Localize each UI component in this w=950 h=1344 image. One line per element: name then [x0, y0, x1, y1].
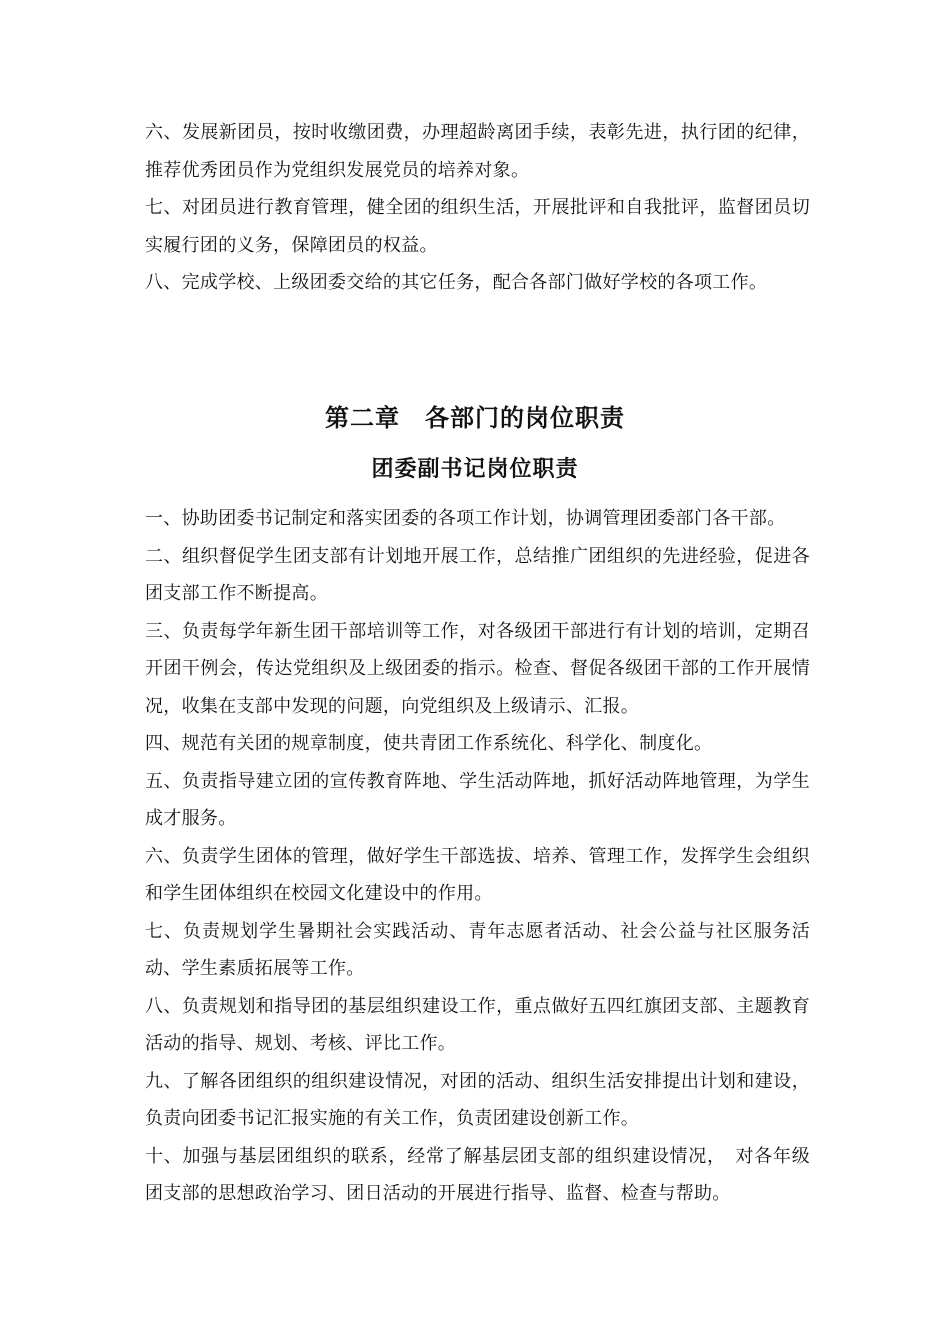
- list-item: 六、发展新团员，按时收缴团费，办理超龄离团手续，表彰先进，执行团的纪律，推荐优秀团员作为党组织发展党员的培养对象。: [145, 122, 810, 181]
- list-item: 一、协助团委书记制定和落实团委的各项工作计划，协调管理团委部门各干部。: [145, 508, 786, 529]
- list-item: 四、规范有关团的规章制度，使共青团工作系统化、科学化、制度化。: [145, 733, 713, 754]
- list-item: 十、加强与基层团组织的联系，经常了解基层团支部的组织建设情况， 对各年级团支部的思想政治学习、团日活动的开展进行指导、监督、检查与帮助。: [145, 1145, 810, 1204]
- list-item: 五、负责指导建立团的宣传教育阵地、学生活动阵地，抓好活动阵地管理，为学生成才服务。: [145, 770, 810, 829]
- list-item: 八、负责规划和指导团的基层组织建设工作，重点做好五四红旗团支部、主题教育活动的指导、规划、考核、评比工作。: [145, 995, 810, 1054]
- list-item: 三、负责每学年新生团干部培训等工作，对各级团干部进行有计划的培训，定期召开团干例会，传达党组织及上级团委的指示。检查、督促各级团干部的工作开展情况，收集在支部中发现的问题，向党组织及上级请示、汇报。: [145, 620, 810, 717]
- list-item: 六、负责学生团体的管理，做好学生干部选拔、培养、管理工作，发挥学生会组织和学生团体组织在校园文化建设中的作用。: [145, 845, 810, 904]
- section-title: 团委副书记岗位职责: [371, 457, 579, 482]
- list-item: 八、完成学校、上级团委交给的其它任务，配合各部门做好学校的各项工作。: [145, 272, 768, 293]
- previous-section-list: [145, 114, 810, 302]
- duties-list: [145, 500, 810, 1213]
- list-item: 二、组织督促学生团支部有计划地开展工作，总结推广团组织的先进经验，促进各团支部工作不断提高。: [145, 545, 810, 604]
- chapter-title: 第二章 各部门的岗位职责: [325, 404, 625, 432]
- list-item: 七、负责规划学生暑期社会实践活动、青年志愿者活动、社会公益与社区服务活动、学生素质拓展等工作。: [145, 920, 810, 979]
- list-item: 九、了解各团组织的组织建设情况，对团的活动、组织生活安排提出计划和建设，负责向团委书记汇报实施的有关工作，负责团建设创新工作。: [145, 1070, 810, 1129]
- list-item: 七、对团员进行教育管理，健全团的组织生活，开展批评和自我批评，监督团员切实履行团的义务，保障团员的权益。: [145, 197, 810, 256]
